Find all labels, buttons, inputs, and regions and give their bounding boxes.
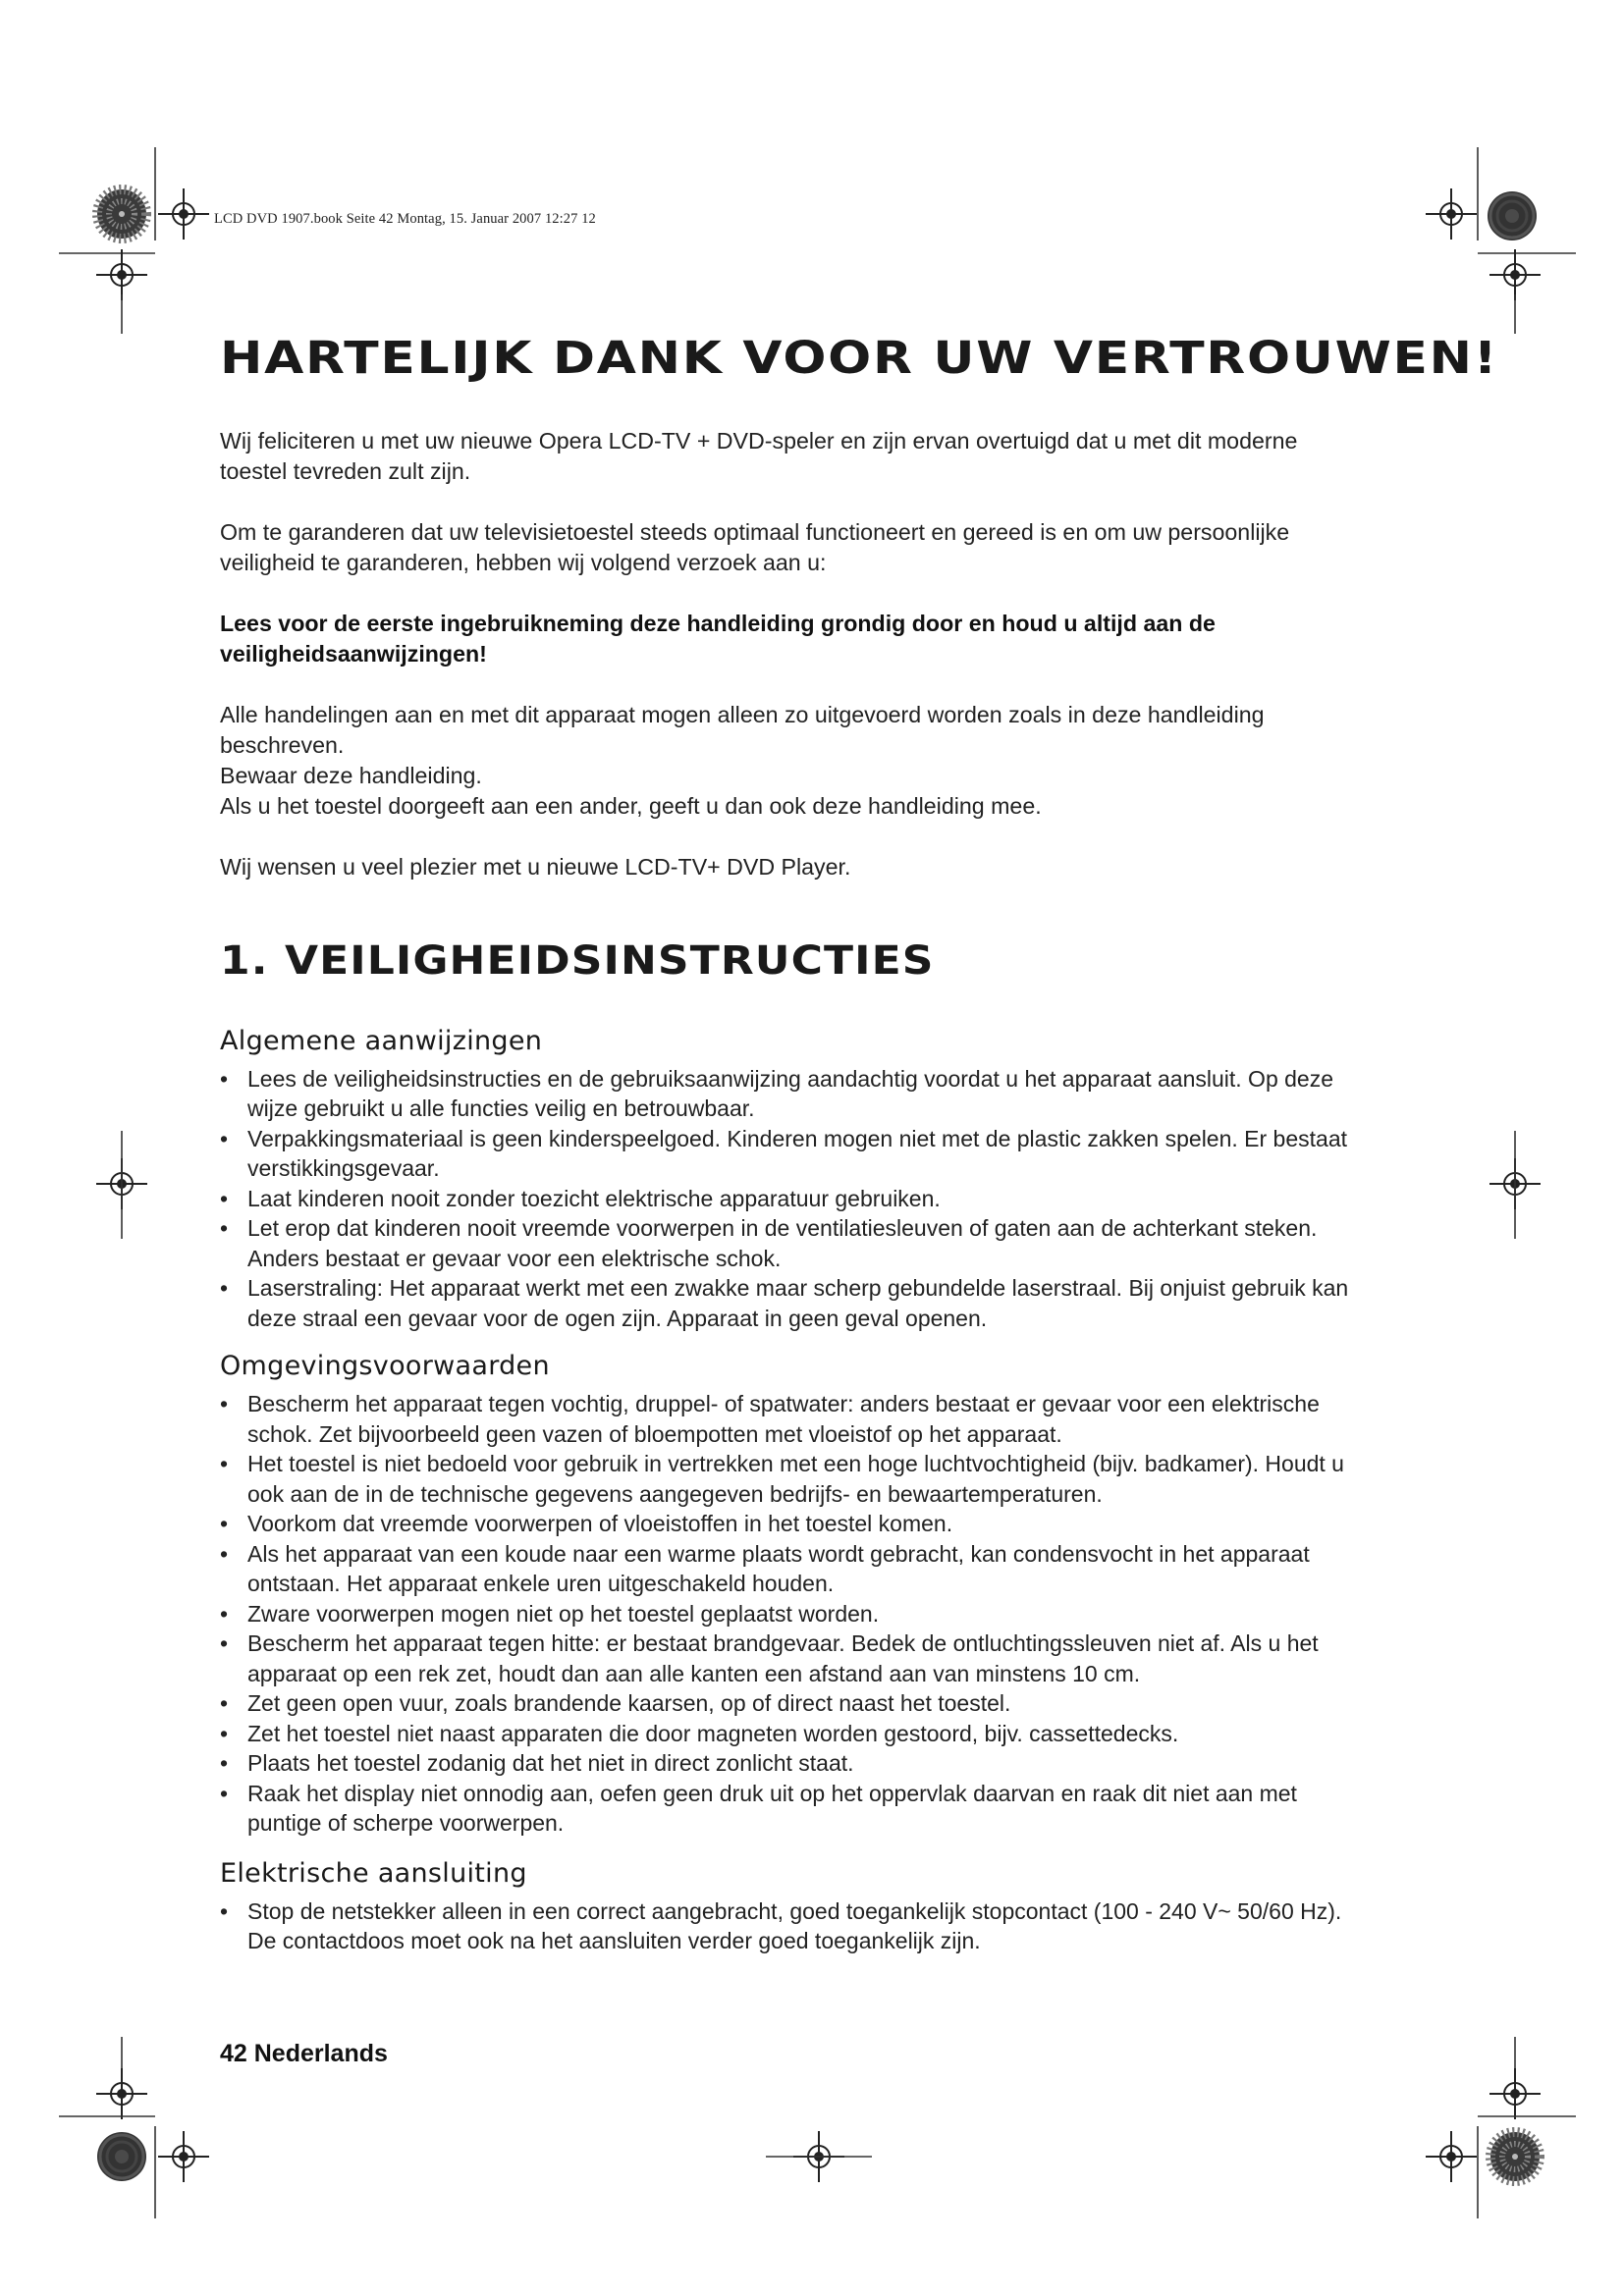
registration-mark-middle-right <box>1489 1131 1541 1239</box>
subsection-heading-environment: Omgevingsvoorwaarden <box>220 1351 550 1381</box>
list-item: • Bescherm het apparaat tegen hitte: er bestaat brandgevaar. Bedek de ontluchtingssleuven niet af. Als u het apparaat op een rek zet, houdt dan aan alle kanten een afstand aan van minstens 10 cm. <box>216 1629 1359 1688</box>
list-item: • Zware voorwerpen mogen niet op het toestel geplaatst worden. <box>216 1599 1359 1629</box>
registration-mark-bottom-right <box>1426 2037 1576 2218</box>
intro-paragraph-5: Bewaar deze handleiding. <box>220 762 482 788</box>
list-item: • Stop de netstekker alleen in een correct aangebracht, goed toegankelijk stopcontact (100 - 240 V~ 50/60 Hz). De contactdoos moet ook na het aansluiten verder goed toegankelijk zijn. <box>216 1896 1359 1956</box>
print-slug-line: LCD DVD 1907.book Seite 42 Montag, 15. Januar 2007 12:27 12 <box>214 211 596 227</box>
registration-mark-bottom-center <box>766 2131 872 2182</box>
list-item: • Laserstraling: Het apparaat werkt met een zwakke maar scherp gebundelde laserstraal. Bij onjuist gebruik kan deze straal een gevaar voor de ogen zijn. Apparaat in geen geval openen. <box>216 1273 1359 1333</box>
intro-paragraph-1: Wij feliciteren u met uw nieuwe Opera LCD-TV + DVD-speler en zijn ervan overtuigd dat u met dit moderne toestel tevreden zult zijn. <box>220 427 1298 484</box>
list-item: • Voorkom dat vreemde voorwerpen of vloeistoffen in het toestel komen. <box>216 1509 1359 1539</box>
section-title: 1. VEILIGHEIDSINSTRUCTIES <box>220 937 935 984</box>
intro-paragraph-7: Wij wensen u veel plezier met u nieuwe LCD-TV+ DVD Player. <box>220 853 851 880</box>
list-item: • Laat kinderen nooit zonder toezicht elektrische apparatuur gebruiken. <box>216 1184 1359 1214</box>
list-item: • Als het apparaat van een koude naar een warme plaats wordt gebracht, kan condensvocht in het apparaat ontstaan. Het apparaat enkele uren uitgeschakeld houden. <box>216 1539 1359 1599</box>
list-item: • Plaats het toestel zodanig dat het niet in direct zonlicht staat. <box>216 1748 1359 1779</box>
subsection-heading-general: Algemene aanwijzingen <box>220 1025 543 1056</box>
list-item: • Bescherm het apparaat tegen vochtig, druppel- of spatwater: anders bestaat er gevaar voor een elektrische schok. Zet bijvoorbeeld geen vazen of bloempotten met vloeistof op het apparaat. <box>216 1389 1359 1449</box>
list-item: • Zet het toestel niet naast apparaten die door magneten worden gestoord, bijv. cassettedecks. <box>216 1719 1359 1749</box>
registration-mark-top-left <box>59 147 209 334</box>
intro-bold-notice: Lees voor de eerste ingebruikneming deze handleiding grondig door en houd u altijd aan de veiligheidsaanwijzingen! <box>220 610 1216 667</box>
registration-mark-bottom-left <box>59 2037 209 2218</box>
intro-text <box>220 426 1359 882</box>
list-item: • Let erop dat kinderen nooit vreemde voorwerpen in de ventilatiesleuven of gaten aan de achterkant steken. Anders bestaat er gevaar voor een elektrische schok. <box>216 1213 1359 1273</box>
intro-paragraph-4: Alle handelingen aan en met dit apparaat mogen alleen zo uitgevoerd worden zoals in deze handleiding beschreven. <box>220 701 1265 758</box>
intro-paragraph-2: Om te garanderen dat uw televisietoestel steeds optimaal functioneert en gereed is en om uw persoonlijke veiligheid te garanderen, hebben wij volgend verzoek aan u: <box>220 518 1290 575</box>
subsection-heading-electrical: Elektrische aansluiting <box>220 1857 527 1889</box>
registration-mark-top-right <box>1426 147 1576 334</box>
list-item: • Zet geen open vuur, zoals brandende kaarsen, op of direct naast het toestel. <box>216 1688 1359 1719</box>
registration-mark-middle-left <box>96 1131 147 1239</box>
page-title: HARTELIJK DANK VOOR UW VERTROUWEN! <box>220 332 1499 384</box>
page-content <box>220 332 1499 1956</box>
list-item: • Verpakkingsmateriaal is geen kinderspeelgoed. Kinderen mogen niet met de plastic zakken spelen. Er bestaat verstikkingsgevaar. <box>216 1124 1359 1184</box>
bullet-list-general <box>220 1064 1359 1334</box>
bullet-list-electrical <box>220 1896 1359 1956</box>
page-footer: 42 Nederlands <box>220 2040 388 2067</box>
list-item: • Het toestel is niet bedoeld voor gebruik in vertrekken met een hoge luchtvochtigheid (bijv. badkamer). Houdt u ook aan de in de technische gegevens aangegeven bedrijfs- en bewaartemperaturen. <box>216 1449 1359 1509</box>
intro-paragraph-6: Als u het toestel doorgeeft aan een ander, geeft u dan ook deze handleiding mee. <box>220 792 1042 819</box>
list-item: • Raak het display niet onnodig aan, oefen geen druk uit op het oppervlak daarvan en raak dit niet aan met puntige of scherpe voorwerpen. <box>216 1779 1359 1839</box>
bullet-list-environment <box>220 1389 1359 1839</box>
list-item: • Lees de veiligheidsinstructies en de gebruiksaanwijzing aandachtig voordat u het apparaat aansluit. Op deze wijze gebruikt u alle functies veilig en betrouwbaar. <box>216 1064 1359 1124</box>
